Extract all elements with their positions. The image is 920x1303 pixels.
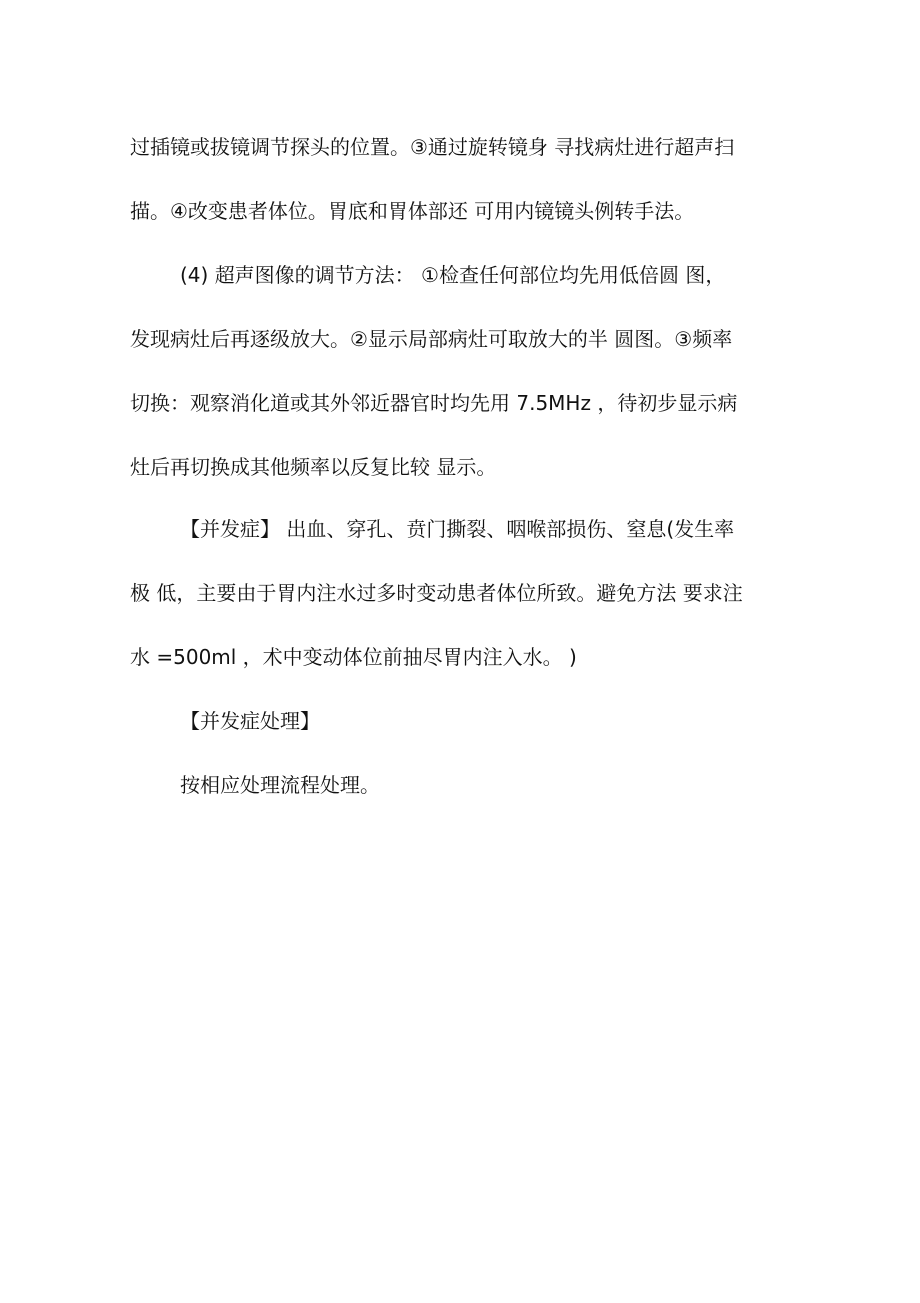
body-text-line-11: 按相应处理流程处理。 <box>180 773 380 797</box>
body-text-line-8: 极 低，主要由于胃内注水过多时变动患者体位所致。避免方法 要求注 <box>130 581 743 605</box>
body-text-line-2: 描。④改变患者体位。胃底和胃体部还 可用内镜镜头例转手法。 <box>130 199 695 223</box>
body-text-line-1: 过插镜或拔镜调节探头的位置。③通过旋转镜身 寻找病灶进行超声扫 <box>130 135 735 159</box>
body-text-line-3: (4) 超声图像的调节方法： ①检查任何部位均先用低倍圆 图， <box>180 263 726 287</box>
body-text-line-9: 水 =500ml ，术中变动体位前抽尽胃内注入水。 ) <box>130 645 577 669</box>
section-heading-complication-treatment: 【并发症处理】 <box>180 709 320 733</box>
body-text-line-6: 灶后再切换成其他频率以反复比较 显示。 <box>130 455 497 479</box>
body-text-line-4: 发现病灶后再逐级放大。②显示局部病灶可取放大的半 圆图。③频率 <box>130 327 733 351</box>
section-heading-complications: 【并发症】 出血、穿孔、贲门撕裂、咽喉部损伤、窒息(发生率 <box>180 517 735 541</box>
body-text-line-5: 切换：观察消化道或其外邻近器官时均先用 7.5MHz ，待初步显示病 <box>130 391 738 415</box>
